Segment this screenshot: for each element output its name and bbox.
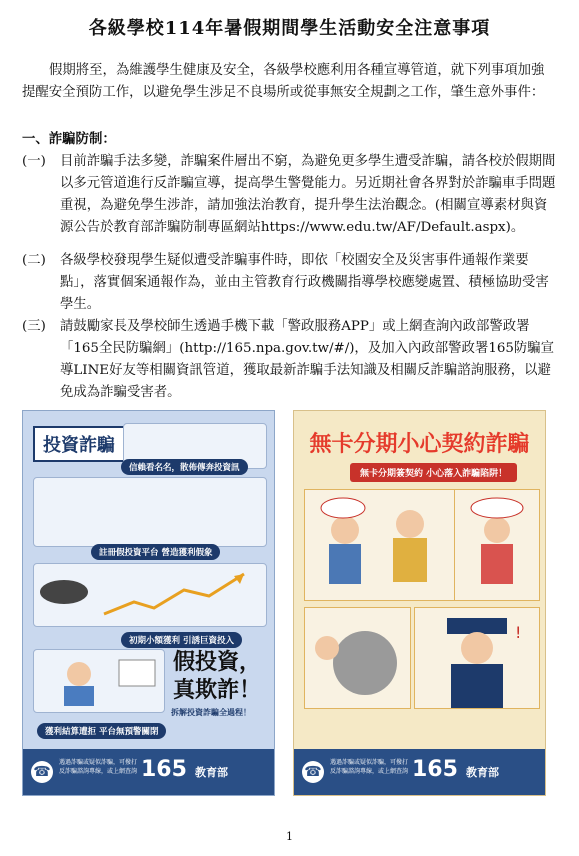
intro-paragraph: 假期將至，為維護學生健康及安全，各級學校應利用各種宣導管道，就下列事項加強提醒安全預防工作，以避免學生涉足不良場所或從事無安全規劃之工作，肇生意外事件： xyxy=(22,63,545,100)
step-label: 註冊假投資平台 營造獲利假象 xyxy=(91,544,220,560)
item-number: (三) xyxy=(22,319,46,334)
phone-icon: ☎ xyxy=(302,761,324,783)
comic-panel xyxy=(304,607,411,709)
police-panel xyxy=(414,607,540,709)
phone-icon: ☎ xyxy=(31,761,53,783)
item-number: (二) xyxy=(22,253,46,268)
svg-text:!: ! xyxy=(515,623,522,642)
document-title: 各級學校114年暑假期間學生活動安全注意事項 xyxy=(88,18,491,39)
slogan: 假投資，真欺詐！ xyxy=(173,650,262,703)
debt-ball-illustration xyxy=(305,608,410,708)
item-text: 目前詐騙手法多變，詐騙案件層出不窮，為避免更多學生遭受詐騙，請各校於假期間以多元管道進行反詐騙宣導，提高學生警覺能力。另近期社會各界對於詐騙車手問題重視，為避免學生涉詐，請加強法治教育，提升學生法治觀念。(相關宣導素材與資源公告於教育部詐騙防制專區網站https://www.edu.tw/AF/Default.aspx)。 xyxy=(60,154,556,235)
students-illustration xyxy=(305,490,455,600)
footer-text: 遇過詐騙或疑似詐騙，可撥打反詐騙諮詢專線，或上網查詢 xyxy=(59,759,138,775)
ministry-logo: 教育部 xyxy=(195,766,228,779)
investment-fraud-poster xyxy=(22,410,275,796)
person-illustration xyxy=(34,650,164,712)
step-label: 獲利結算遭拒 平台無預警關閉 xyxy=(37,723,166,739)
list-item xyxy=(22,316,557,404)
list-item xyxy=(22,151,557,239)
item-number: (一) xyxy=(22,154,46,169)
slogan-subtitle: 拆解投資詐騙全過程！ xyxy=(171,708,251,717)
step-label: 初期小額獲利 引誘巨資投入 xyxy=(121,632,242,648)
item-text: 各級學校發現學生疑似遭受詐騙事件時，即依「校園安全及災害事件通報作業要點」，落實個案通報作為，並由主管教育行政機關指導學校應變處置、積極協助受害學生。 xyxy=(60,253,549,312)
poster-footer xyxy=(23,749,274,795)
illustration-panel xyxy=(33,649,165,713)
comic-panel xyxy=(304,489,456,601)
footer-text: 遇過詐騙或疑似詐騙，可撥打反詐騙諮詢專線，或上網查詢 xyxy=(330,759,409,775)
comic-panel xyxy=(454,489,540,601)
item-text: 請鼓勵家長及學校師生透過手機下載「警政服務APP」或上網查詢內政部警政署「165全民防騙網」(http://165.npa.gov.tw/#/)，及加入內政部警政署165防騙宣導LINE好友等相關資訊管道，獲取最新詐騙手法知識及相關反詐騙諮詢服務，以避免成為詐騙受害者。 xyxy=(60,319,555,400)
step-label: 信賴看名名，散佈傳奔投資訊 xyxy=(121,459,248,475)
poster-footer xyxy=(294,749,545,795)
page-number: 1 xyxy=(286,830,293,843)
poster-title: 投資詐騙 xyxy=(33,426,125,462)
ministry-logo: 教育部 xyxy=(466,766,499,779)
illustration-panel xyxy=(33,477,267,547)
phone-user-illustration xyxy=(455,490,539,600)
poster-banner: 無卡分期簽契約 小心落入詐騙陷阱！ xyxy=(350,463,517,482)
list-item xyxy=(22,250,557,316)
chart-illustration xyxy=(33,563,267,627)
police-officer-illustration xyxy=(415,608,539,708)
growth-arrow-icon xyxy=(34,564,266,626)
installment-fraud-poster xyxy=(293,410,546,796)
hotline-number: 165 xyxy=(412,757,458,782)
poster-title: 無卡分期小心契約詐騙 xyxy=(309,432,530,457)
section-heading: 一、詐騙防制： xyxy=(22,131,116,147)
hotline-number: 165 xyxy=(141,757,187,782)
